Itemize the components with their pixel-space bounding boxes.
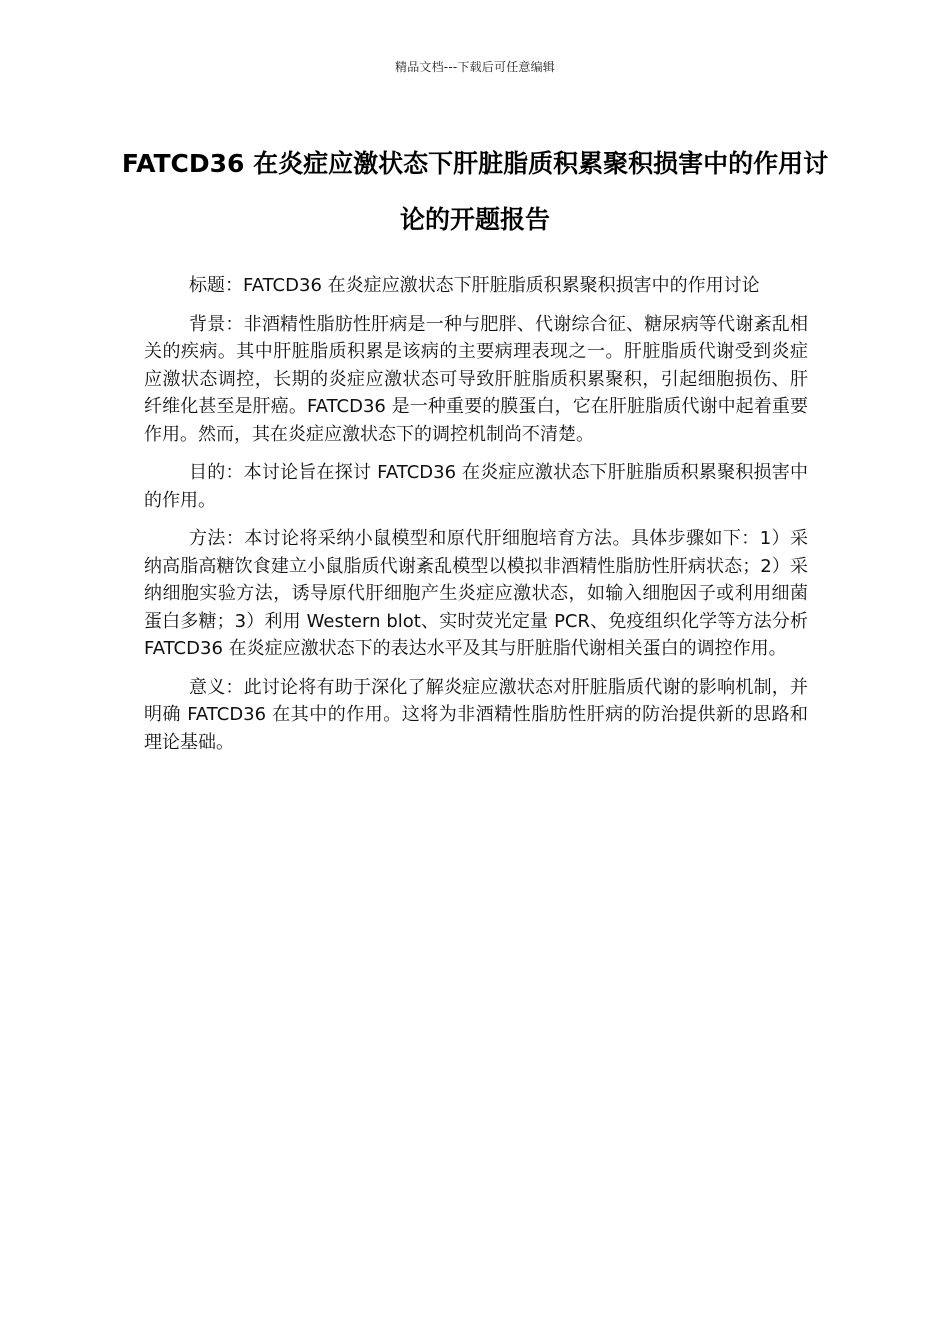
paragraph-objective: 目的：本讨论旨在探讨 FATCD36 在炎症应激状态下肝脏脂质积累聚积损害中的作用。 <box>144 462 808 511</box>
paragraph-title: 标题：FATCD36 在炎症应激状态下肝脏脂质积累聚积损害中的作用讨论 <box>189 275 760 296</box>
document-title: FATCD36 在炎症应激状态下肝脏脂质积累聚积损害中的作用讨论的开题报告 <box>121 149 829 234</box>
paragraph-significance: 意义：此讨论将有助于深化了解炎症应激状态对肝脏脂质代谢的影响机制，并明确 FATCD36 在其中的作用。这将为非酒精性脂肪性肝病的防治提供新的思路和理论基础。 <box>144 676 808 753</box>
paragraph-methods: 方法：本讨论将采纳小鼠模型和原代肝细胞培育方法。具体步骤如下：1）采纳高脂高糖饮食建立小鼠脂质代谢紊乱模型以模拟非酒精性脂肪性肝病状态；2）采纳细胞实验方法，诱导原代肝细胞产生炎症应激状态，如输入细胞因子或利用细菌蛋白多糖；3）利用 Western blot、实时荧光定量 PCR、免疫组织化学等方法分析 FATCD36 在炎症应激状态下的表达水平及其与肝脏脂代谢相关蛋白的调控作用。 <box>144 528 808 659</box>
paragraph-background: 背景：非酒精性脂肪性肝病是一种与肥胖、代谢综合征、糖尿病等代谢紊乱相关的疾病。其中肝脏脂质积累是该病的主要病理表现之一。肝脏脂质代谢受到炎症应激状态调控，长期的炎症应激状态可导致肝脏脂质积累聚积，引起细胞损伤、肝纤维化甚至是肝癌。FATCD36 是一种重要的膜蛋白，它在肝脏脂质代谢中起着重要作用。然而，其在炎症应激状态下的调控机制尚不清楚。 <box>144 313 808 445</box>
header-note: 精品文档---下载后可任意编辑 <box>395 60 555 74</box>
document-body <box>144 272 808 767</box>
